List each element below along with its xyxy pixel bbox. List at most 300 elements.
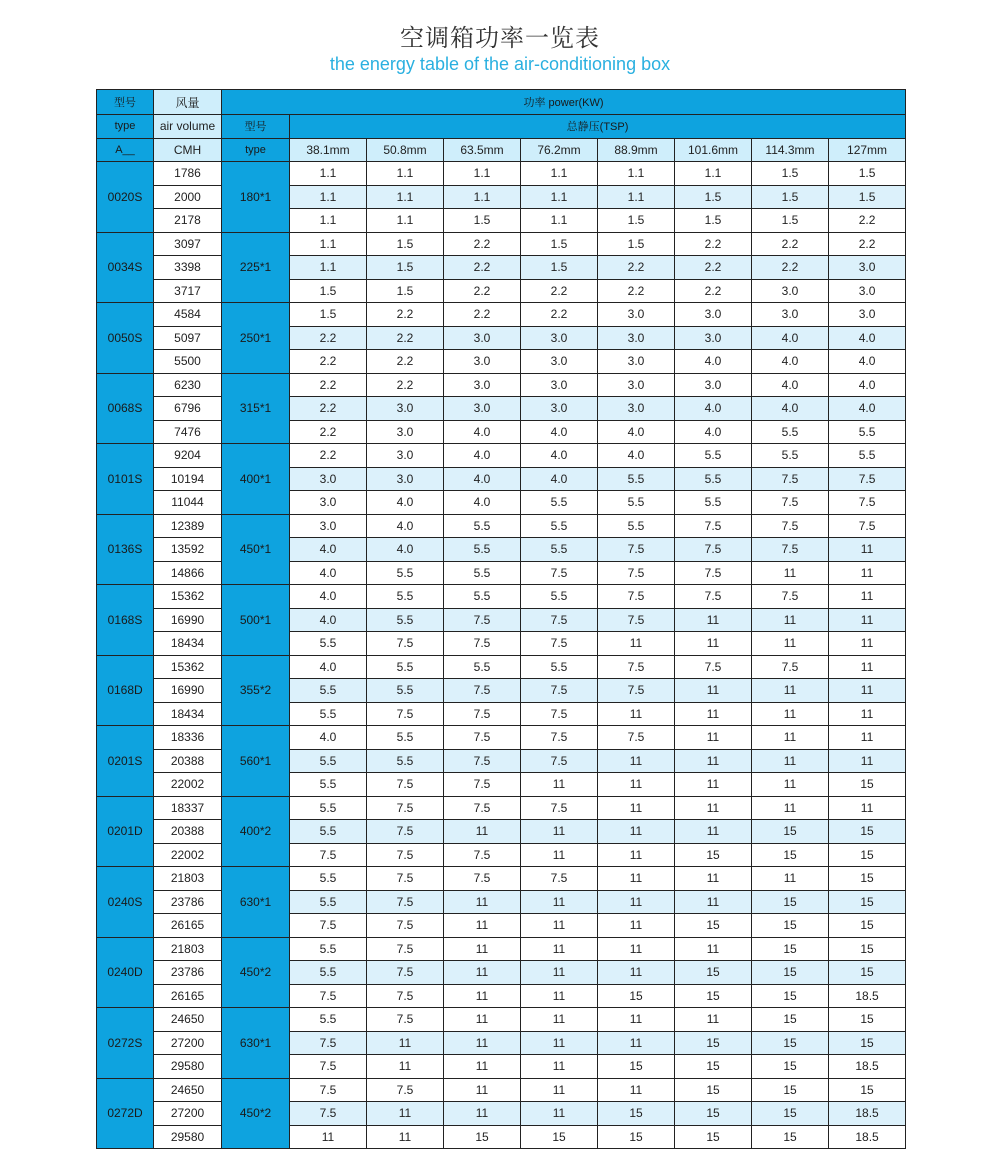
power-cell: 7.5 bbox=[367, 937, 444, 961]
model-cell: 0201D bbox=[97, 796, 154, 867]
air-volume-cell: 23786 bbox=[154, 890, 222, 914]
tsp-column-header: 50.8mm bbox=[367, 138, 444, 162]
power-cell: 7.5 bbox=[521, 608, 598, 632]
power-cell: 11 bbox=[444, 1055, 521, 1079]
air-volume-cell: 23786 bbox=[154, 961, 222, 985]
power-cell: 11 bbox=[444, 961, 521, 985]
power-cell: 11 bbox=[829, 749, 906, 773]
power-cell: 2.2 bbox=[829, 232, 906, 256]
table-row bbox=[97, 303, 906, 327]
table-row bbox=[97, 702, 906, 726]
tsp-column-header: 127mm bbox=[829, 138, 906, 162]
power-cell: 11 bbox=[598, 937, 675, 961]
table-row bbox=[97, 538, 906, 562]
power-cell: 1.1 bbox=[444, 162, 521, 186]
power-cell: 15 bbox=[752, 820, 829, 844]
power-cell: 1.1 bbox=[598, 162, 675, 186]
table-row bbox=[97, 162, 906, 186]
power-cell: 1.1 bbox=[521, 209, 598, 233]
power-cell: 11 bbox=[521, 773, 598, 797]
fan-type-cell: 450*2 bbox=[222, 1078, 290, 1149]
power-cell: 11 bbox=[444, 984, 521, 1008]
power-cell: 11 bbox=[829, 796, 906, 820]
power-cell: 7.5 bbox=[367, 984, 444, 1008]
air-volume-cell: 2178 bbox=[154, 209, 222, 233]
power-cell: 5.5 bbox=[521, 585, 598, 609]
power-cell: 7.5 bbox=[444, 702, 521, 726]
power-cell: 1.1 bbox=[367, 162, 444, 186]
power-cell: 15 bbox=[675, 1125, 752, 1149]
power-cell: 5.5 bbox=[829, 420, 906, 444]
table-row bbox=[97, 773, 906, 797]
power-cell: 7.5 bbox=[444, 679, 521, 703]
fan-type-cell: 450*1 bbox=[222, 514, 290, 585]
power-cell: 15 bbox=[829, 773, 906, 797]
power-cell: 11 bbox=[598, 796, 675, 820]
power-cell: 4.0 bbox=[675, 350, 752, 374]
power-cell: 11 bbox=[367, 1055, 444, 1079]
power-cell: 5.5 bbox=[598, 491, 675, 515]
power-cell: 7.5 bbox=[752, 514, 829, 538]
header-power: 功率 power(KW) bbox=[222, 90, 906, 115]
power-cell: 11 bbox=[521, 961, 598, 985]
power-cell: 11 bbox=[444, 914, 521, 938]
power-cell: 18.5 bbox=[829, 1102, 906, 1126]
power-cell: 1.5 bbox=[752, 162, 829, 186]
power-cell: 11 bbox=[675, 679, 752, 703]
table-row bbox=[97, 914, 906, 938]
power-cell: 3.0 bbox=[367, 397, 444, 421]
power-cell: 5.5 bbox=[444, 538, 521, 562]
tsp-column-header: 63.5mm bbox=[444, 138, 521, 162]
power-cell: 2.2 bbox=[598, 256, 675, 280]
power-cell: 3.0 bbox=[444, 326, 521, 350]
model-cell: 0272S bbox=[97, 1008, 154, 1079]
power-cell: 11 bbox=[675, 820, 752, 844]
table-row bbox=[97, 843, 906, 867]
power-cell: 5.5 bbox=[521, 491, 598, 515]
table-row bbox=[97, 397, 906, 421]
power-cell: 4.0 bbox=[444, 491, 521, 515]
power-cell: 11 bbox=[829, 561, 906, 585]
air-volume-cell: 5097 bbox=[154, 326, 222, 350]
power-cell: 7.5 bbox=[290, 1078, 367, 1102]
power-cell: 7.5 bbox=[367, 820, 444, 844]
power-cell: 11 bbox=[675, 632, 752, 656]
air-volume-cell: 3097 bbox=[154, 232, 222, 256]
power-cell: 4.0 bbox=[367, 538, 444, 562]
model-cell: 0201S bbox=[97, 726, 154, 797]
power-cell: 1.1 bbox=[367, 209, 444, 233]
power-cell: 11 bbox=[829, 655, 906, 679]
air-volume-cell: 15362 bbox=[154, 655, 222, 679]
model-cell: 0240D bbox=[97, 937, 154, 1008]
table-row bbox=[97, 890, 906, 914]
air-volume-cell: 29580 bbox=[154, 1125, 222, 1149]
header-model-code: A__ bbox=[97, 138, 154, 162]
table-row bbox=[97, 937, 906, 961]
power-cell: 4.0 bbox=[752, 350, 829, 374]
power-cell: 1.5 bbox=[829, 185, 906, 209]
energy-table bbox=[96, 89, 906, 1149]
power-cell: 4.0 bbox=[521, 444, 598, 468]
power-cell: 1.1 bbox=[290, 209, 367, 233]
table-row bbox=[97, 279, 906, 303]
power-cell: 1.1 bbox=[290, 232, 367, 256]
table-row bbox=[97, 256, 906, 280]
power-cell: 3.0 bbox=[598, 373, 675, 397]
header-model-en: type bbox=[97, 115, 154, 139]
model-cell: 0050S bbox=[97, 303, 154, 374]
air-volume-cell: 20388 bbox=[154, 820, 222, 844]
power-cell: 15 bbox=[752, 1102, 829, 1126]
power-cell: 11 bbox=[675, 796, 752, 820]
power-cell: 7.5 bbox=[367, 1008, 444, 1032]
power-cell: 4.0 bbox=[444, 420, 521, 444]
power-cell: 15 bbox=[598, 984, 675, 1008]
page-title: 空调箱功率一览表 bbox=[400, 24, 600, 52]
power-cell: 15 bbox=[675, 1078, 752, 1102]
power-cell: 7.5 bbox=[367, 1078, 444, 1102]
air-volume-cell: 4584 bbox=[154, 303, 222, 327]
power-cell: 3.0 bbox=[598, 303, 675, 327]
power-cell: 7.5 bbox=[521, 726, 598, 750]
power-cell: 15 bbox=[675, 1055, 752, 1079]
power-cell: 11 bbox=[598, 843, 675, 867]
power-cell: 1.5 bbox=[367, 279, 444, 303]
power-cell: 7.5 bbox=[675, 514, 752, 538]
power-cell: 2.2 bbox=[444, 303, 521, 327]
power-cell: 11 bbox=[675, 1008, 752, 1032]
fan-type-cell: 630*1 bbox=[222, 1008, 290, 1079]
power-cell: 11 bbox=[444, 937, 521, 961]
power-cell: 2.2 bbox=[444, 232, 521, 256]
air-volume-cell: 24650 bbox=[154, 1008, 222, 1032]
power-cell: 2.2 bbox=[444, 256, 521, 280]
power-cell: 3.0 bbox=[675, 303, 752, 327]
fan-type-cell: 560*1 bbox=[222, 726, 290, 797]
fan-type-cell: 400*2 bbox=[222, 796, 290, 867]
table-row bbox=[97, 350, 906, 374]
power-cell: 5.5 bbox=[290, 773, 367, 797]
power-cell: 3.0 bbox=[829, 279, 906, 303]
power-cell: 7.5 bbox=[521, 632, 598, 656]
table-row bbox=[97, 632, 906, 656]
power-cell: 1.1 bbox=[290, 256, 367, 280]
model-cell: 0136S bbox=[97, 514, 154, 585]
power-cell: 1.5 bbox=[444, 209, 521, 233]
power-cell: 5.5 bbox=[444, 514, 521, 538]
power-cell: 7.5 bbox=[444, 608, 521, 632]
power-cell: 5.5 bbox=[290, 702, 367, 726]
power-cell: 4.0 bbox=[521, 467, 598, 491]
power-cell: 4.0 bbox=[829, 397, 906, 421]
header-model-cn: 型号 bbox=[97, 90, 154, 115]
air-volume-cell: 21803 bbox=[154, 867, 222, 891]
air-volume-cell: 18434 bbox=[154, 702, 222, 726]
table-row bbox=[97, 373, 906, 397]
model-cell: 0101S bbox=[97, 444, 154, 515]
power-cell: 3.0 bbox=[752, 279, 829, 303]
power-cell: 3.0 bbox=[367, 420, 444, 444]
power-cell: 1.5 bbox=[521, 232, 598, 256]
power-cell: 4.0 bbox=[290, 561, 367, 585]
power-cell: 11 bbox=[829, 585, 906, 609]
power-cell: 11 bbox=[675, 702, 752, 726]
power-cell: 4.0 bbox=[598, 444, 675, 468]
power-cell: 11 bbox=[521, 1078, 598, 1102]
power-cell: 11 bbox=[444, 820, 521, 844]
power-cell: 15 bbox=[675, 984, 752, 1008]
table-row bbox=[97, 491, 906, 515]
power-cell: 5.5 bbox=[598, 467, 675, 491]
power-cell: 4.0 bbox=[290, 538, 367, 562]
table-row bbox=[97, 655, 906, 679]
power-cell: 4.0 bbox=[521, 420, 598, 444]
power-cell: 11 bbox=[521, 1008, 598, 1032]
air-volume-cell: 9204 bbox=[154, 444, 222, 468]
power-cell: 5.5 bbox=[598, 514, 675, 538]
power-cell: 7.5 bbox=[367, 773, 444, 797]
power-cell: 7.5 bbox=[367, 867, 444, 891]
tsp-column-header: 114.3mm bbox=[752, 138, 829, 162]
power-cell: 15 bbox=[829, 937, 906, 961]
fan-type-cell: 355*2 bbox=[222, 655, 290, 726]
power-cell: 4.0 bbox=[367, 514, 444, 538]
power-cell: 4.0 bbox=[290, 585, 367, 609]
power-cell: 1.5 bbox=[290, 279, 367, 303]
air-volume-cell: 22002 bbox=[154, 843, 222, 867]
power-cell: 15 bbox=[752, 1078, 829, 1102]
power-cell: 1.5 bbox=[367, 256, 444, 280]
power-cell: 2.2 bbox=[367, 350, 444, 374]
power-cell: 15 bbox=[829, 890, 906, 914]
table-row bbox=[97, 679, 906, 703]
power-cell: 5.5 bbox=[444, 655, 521, 679]
table-row bbox=[97, 232, 906, 256]
power-cell: 7.5 bbox=[752, 491, 829, 515]
power-cell: 11 bbox=[521, 1102, 598, 1126]
power-cell: 11 bbox=[752, 561, 829, 585]
table-row bbox=[97, 209, 906, 233]
power-cell: 2.2 bbox=[521, 303, 598, 327]
power-cell: 3.0 bbox=[521, 326, 598, 350]
table-row bbox=[97, 984, 906, 1008]
power-cell: 4.0 bbox=[752, 326, 829, 350]
power-cell: 15 bbox=[829, 843, 906, 867]
power-cell: 1.5 bbox=[290, 303, 367, 327]
fan-type-cell: 315*1 bbox=[222, 373, 290, 444]
power-cell: 1.5 bbox=[752, 185, 829, 209]
power-cell: 11 bbox=[598, 961, 675, 985]
power-cell: 7.5 bbox=[675, 538, 752, 562]
header-fan-cn: 型号 bbox=[222, 115, 290, 139]
power-cell: 7.5 bbox=[521, 867, 598, 891]
power-cell: 3.0 bbox=[829, 256, 906, 280]
power-cell: 15 bbox=[829, 1008, 906, 1032]
power-cell: 15 bbox=[829, 914, 906, 938]
power-cell: 7.5 bbox=[675, 561, 752, 585]
power-cell: 5.5 bbox=[290, 820, 367, 844]
power-cell: 4.0 bbox=[829, 373, 906, 397]
power-cell: 3.0 bbox=[521, 350, 598, 374]
power-cell: 15 bbox=[829, 961, 906, 985]
power-cell: 5.5 bbox=[290, 961, 367, 985]
power-cell: 3.0 bbox=[829, 303, 906, 327]
power-cell: 1.1 bbox=[675, 162, 752, 186]
table-row bbox=[97, 608, 906, 632]
power-cell: 7.5 bbox=[367, 632, 444, 656]
power-cell: 5.5 bbox=[290, 679, 367, 703]
power-cell: 2.2 bbox=[290, 420, 367, 444]
power-cell: 11 bbox=[444, 1008, 521, 1032]
power-cell: 15 bbox=[444, 1125, 521, 1149]
power-cell: 11 bbox=[598, 820, 675, 844]
power-cell: 15 bbox=[675, 843, 752, 867]
power-cell: 11 bbox=[675, 749, 752, 773]
power-cell: 5.5 bbox=[367, 561, 444, 585]
power-cell: 5.5 bbox=[752, 420, 829, 444]
air-volume-cell: 18337 bbox=[154, 796, 222, 820]
air-volume-cell: 18336 bbox=[154, 726, 222, 750]
power-cell: 4.0 bbox=[675, 397, 752, 421]
power-cell: 5.5 bbox=[290, 796, 367, 820]
power-cell: 7.5 bbox=[290, 843, 367, 867]
power-cell: 7.5 bbox=[598, 585, 675, 609]
power-cell: 15 bbox=[752, 1008, 829, 1032]
power-cell: 3.0 bbox=[290, 491, 367, 515]
power-cell: 11 bbox=[675, 937, 752, 961]
power-cell: 7.5 bbox=[444, 632, 521, 656]
power-cell: 7.5 bbox=[829, 491, 906, 515]
power-cell: 11 bbox=[598, 1031, 675, 1055]
power-cell: 1.5 bbox=[675, 185, 752, 209]
power-cell: 1.1 bbox=[598, 185, 675, 209]
air-volume-cell: 20388 bbox=[154, 749, 222, 773]
air-volume-cell: 3398 bbox=[154, 256, 222, 280]
table-row bbox=[97, 726, 906, 750]
power-cell: 7.5 bbox=[752, 467, 829, 491]
air-volume-cell: 7476 bbox=[154, 420, 222, 444]
air-volume-cell: 16990 bbox=[154, 608, 222, 632]
power-cell: 11 bbox=[598, 890, 675, 914]
power-cell: 3.0 bbox=[598, 350, 675, 374]
tsp-column-header: 38.1mm bbox=[290, 138, 367, 162]
power-cell: 2.2 bbox=[444, 279, 521, 303]
power-cell: 2.2 bbox=[675, 279, 752, 303]
power-cell: 5.5 bbox=[752, 444, 829, 468]
air-volume-cell: 6796 bbox=[154, 397, 222, 421]
fan-type-cell: 450*2 bbox=[222, 937, 290, 1008]
power-cell: 11 bbox=[752, 632, 829, 656]
power-cell: 11 bbox=[752, 702, 829, 726]
power-cell: 3.0 bbox=[444, 373, 521, 397]
power-cell: 11 bbox=[598, 1008, 675, 1032]
power-cell: 11 bbox=[598, 702, 675, 726]
power-cell: 1.1 bbox=[521, 162, 598, 186]
power-cell: 3.0 bbox=[598, 326, 675, 350]
table-row bbox=[97, 1125, 906, 1149]
model-cell: 0168D bbox=[97, 655, 154, 726]
power-cell: 11 bbox=[675, 773, 752, 797]
tsp-column-header: 88.9mm bbox=[598, 138, 675, 162]
power-cell: 11 bbox=[829, 679, 906, 703]
power-cell: 7.5 bbox=[367, 961, 444, 985]
fan-type-cell: 630*1 bbox=[222, 867, 290, 938]
power-cell: 11 bbox=[521, 843, 598, 867]
power-cell: 2.2 bbox=[752, 256, 829, 280]
table-row bbox=[97, 796, 906, 820]
power-cell: 11 bbox=[829, 702, 906, 726]
power-cell: 11 bbox=[367, 1031, 444, 1055]
power-cell: 7.5 bbox=[752, 585, 829, 609]
power-cell: 11 bbox=[598, 867, 675, 891]
power-cell: 11 bbox=[444, 1031, 521, 1055]
power-cell: 11 bbox=[290, 1125, 367, 1149]
table-row bbox=[97, 961, 906, 985]
power-cell: 11 bbox=[752, 796, 829, 820]
power-cell: 5.5 bbox=[367, 655, 444, 679]
air-volume-cell: 11044 bbox=[154, 491, 222, 515]
power-cell: 5.5 bbox=[829, 444, 906, 468]
table-row bbox=[97, 749, 906, 773]
power-cell: 11 bbox=[521, 984, 598, 1008]
power-cell: 11 bbox=[829, 608, 906, 632]
power-cell: 15 bbox=[598, 1125, 675, 1149]
power-cell: 1.1 bbox=[367, 185, 444, 209]
power-cell: 7.5 bbox=[521, 749, 598, 773]
power-cell: 11 bbox=[598, 632, 675, 656]
power-cell: 11 bbox=[829, 538, 906, 562]
power-cell: 11 bbox=[675, 867, 752, 891]
power-cell: 1.1 bbox=[290, 162, 367, 186]
power-cell: 5.5 bbox=[367, 608, 444, 632]
power-cell: 11 bbox=[444, 890, 521, 914]
power-cell: 4.0 bbox=[444, 444, 521, 468]
model-cell: 0034S bbox=[97, 232, 154, 303]
power-cell: 5.5 bbox=[521, 538, 598, 562]
fan-type-cell: 400*1 bbox=[222, 444, 290, 515]
power-cell: 4.0 bbox=[598, 420, 675, 444]
power-cell: 4.0 bbox=[290, 655, 367, 679]
power-cell: 4.0 bbox=[752, 397, 829, 421]
power-cell: 11 bbox=[444, 1078, 521, 1102]
power-cell: 3.0 bbox=[675, 326, 752, 350]
air-volume-cell: 27200 bbox=[154, 1102, 222, 1126]
power-cell: 4.0 bbox=[290, 608, 367, 632]
power-cell: 15 bbox=[752, 1125, 829, 1149]
power-cell: 11 bbox=[752, 608, 829, 632]
power-cell: 11 bbox=[598, 914, 675, 938]
power-cell: 15 bbox=[752, 890, 829, 914]
power-cell: 7.5 bbox=[521, 561, 598, 585]
power-cell: 7.5 bbox=[598, 726, 675, 750]
power-cell: 3.0 bbox=[444, 397, 521, 421]
power-cell: 1.5 bbox=[598, 232, 675, 256]
power-cell: 11 bbox=[675, 608, 752, 632]
power-cell: 11 bbox=[367, 1102, 444, 1126]
power-cell: 15 bbox=[675, 961, 752, 985]
power-cell: 11 bbox=[675, 726, 752, 750]
power-cell: 1.5 bbox=[675, 209, 752, 233]
power-cell: 2.2 bbox=[675, 256, 752, 280]
power-cell: 5.5 bbox=[290, 1008, 367, 1032]
power-cell: 11 bbox=[521, 1031, 598, 1055]
air-volume-cell: 12389 bbox=[154, 514, 222, 538]
power-cell: 15 bbox=[829, 1031, 906, 1055]
table-row bbox=[97, 444, 906, 468]
power-cell: 5.5 bbox=[367, 749, 444, 773]
